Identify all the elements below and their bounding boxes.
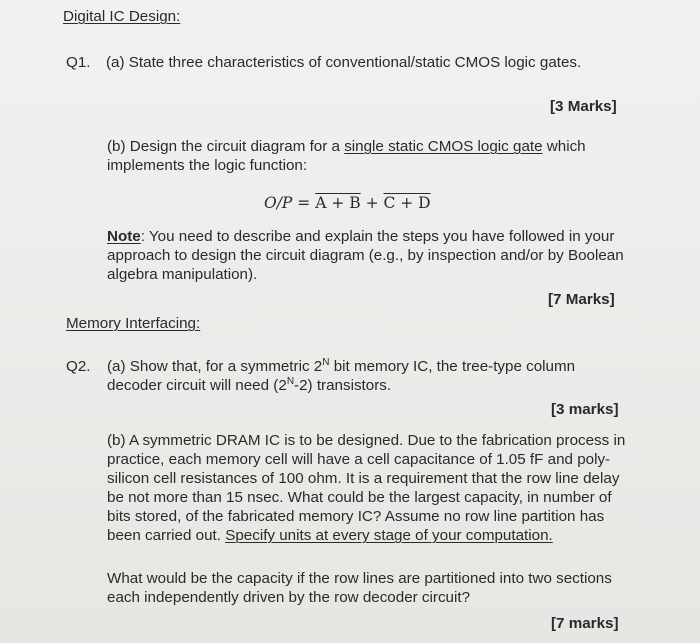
section-heading-memory-interfacing: Memory Interfacing: xyxy=(66,315,201,332)
q1-part-b-line1-post: which xyxy=(542,138,586,155)
q2-part-a-line2-pre: decoder circuit will need (2 xyxy=(107,377,287,394)
q2-part-a-line2-post: -2) transistors. xyxy=(294,377,392,394)
q2-marks-b: [7 marks] xyxy=(551,615,619,632)
q1-marks-a: [3 Marks] xyxy=(550,98,617,115)
equation-term2: C + D xyxy=(383,194,431,212)
q1-note-line2: approach to design the circuit diagram (e.g., by inspection and/or by Boolean xyxy=(107,247,624,264)
q1-note-line1 xyxy=(107,227,614,246)
q1-part-b-line2: implements the logic function: xyxy=(107,157,308,174)
q2-part-a-line1-sup: N xyxy=(322,357,330,368)
q2-part-a-line1 xyxy=(107,357,575,376)
q2-part-b-line: be not more than 15 nsec. What could be the largest capacity, in number of xyxy=(107,489,612,506)
q2-part-a-line1-post: bit memory IC, the tree-type column xyxy=(329,358,576,375)
q2-part-b-line: bits stored, of the fabricated memory IC? Assume no row line partition has xyxy=(107,508,605,525)
equation-term1: A + B xyxy=(315,194,361,212)
q2-part-b-line: practice, each memory cell will have a cell capacitance of 1.05 fF and poly- xyxy=(107,451,611,468)
q1-equation xyxy=(264,194,431,213)
q2-part-b-last-line xyxy=(107,526,553,545)
q2-part-c-line1: What would be the capacity if the row lines are partitioned into two sections xyxy=(107,570,612,587)
q2-part-a-line2 xyxy=(107,376,391,395)
q1-note-line3: algebra manipulation). xyxy=(107,266,258,283)
note-text-line1: : You need to describe and explain the steps you have followed in your xyxy=(140,228,615,245)
q1-part-a: (a) State three characteristics of conventional/static CMOS logic gates. xyxy=(106,54,582,71)
q2-part-b-line: (b) A symmetric DRAM IC is to be designed. Due to the fabrication process in xyxy=(107,432,626,449)
q2-number: Q2. xyxy=(66,358,91,375)
q1-marks-b: [7 Marks] xyxy=(548,291,615,308)
q1-part-b-underlined: single static CMOS logic gate xyxy=(344,138,543,155)
q1-number: Q1. xyxy=(66,54,91,71)
q2-part-c-line2: each independently driven by the row decoder circuit? xyxy=(107,589,471,606)
section-heading-digital-ic: Digital IC Design: xyxy=(63,8,181,25)
q2-part-b-last-pre: been carried out. xyxy=(107,527,226,544)
equation-lhs: O/P xyxy=(264,194,293,212)
q1-part-b-line1 xyxy=(107,137,586,156)
q2-part-a-line1-pre: (a) Show that, for a symmetric 2 xyxy=(107,358,323,375)
equation-equals: = xyxy=(292,194,316,212)
equation-plus: + xyxy=(360,194,384,212)
q1-part-b-line1-pre: (b) Design the circuit diagram for a xyxy=(107,138,345,155)
q2-part-b-underlined: Specify units at every stage of your computation. xyxy=(225,527,553,544)
q2-part-a-line2-sup: N xyxy=(286,376,295,387)
note-label: Note xyxy=(107,228,141,245)
q2-marks-a: [3 marks] xyxy=(551,401,619,418)
q2-part-b-line: silicon cell resistances of 100 ohm. It is a requirement that the row line delay xyxy=(107,470,620,487)
